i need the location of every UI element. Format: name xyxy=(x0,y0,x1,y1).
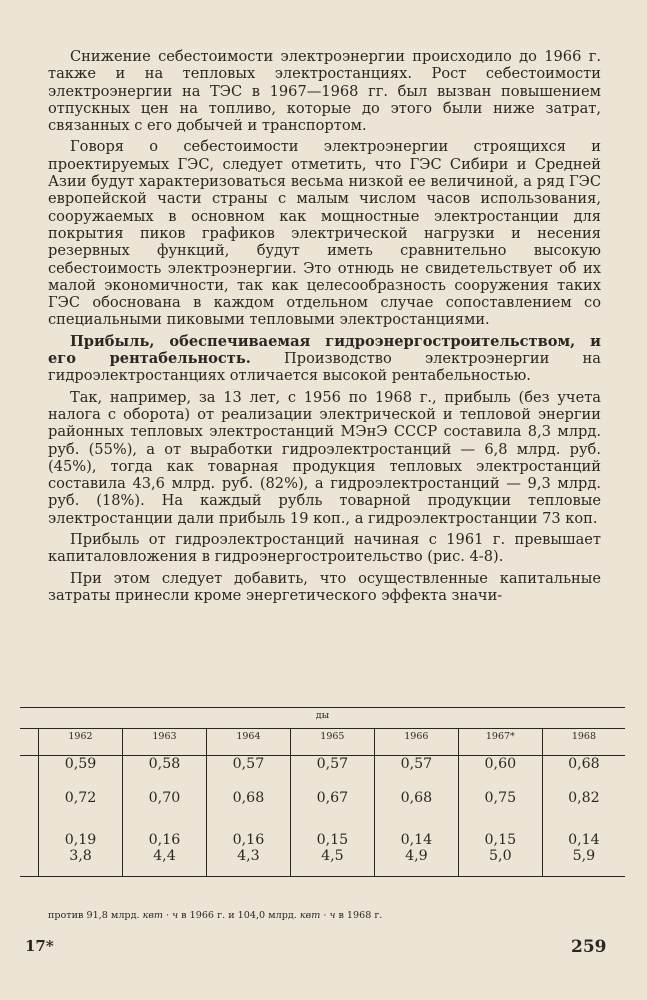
data-table xyxy=(20,707,625,877)
table-row xyxy=(20,790,625,832)
table-cell: 0,68 xyxy=(542,756,625,791)
body-text xyxy=(48,48,601,608)
table-cell: 0,60 xyxy=(458,756,542,791)
table-header-year: 1964 xyxy=(206,729,290,756)
table-row-label xyxy=(20,756,39,791)
paragraph-profit-figures: Так, например, за 13 лет, с 1956 по 1968 г., прибыль (без учета налога с оборота) от реализации электрической и тепловой энергии районных тепловых электростанций МЭнЭ СССР составила 8,3 млрд. руб. (55%), а от выработки гидроэлектростанций — 6,8 млрд. руб. (45%), тогда как товарная продукция тепловых электростанций составила 43,6 млрд. руб. (82%), а гидроэлектростанций — 9,3 млрд. руб. (18%). На каждый рубль товарной продукции тепловые электростанции дали прибыль 19 коп., а гидроэлектростанции 73 коп. xyxy=(48,388,601,527)
table-cell: 0,75 xyxy=(458,790,542,832)
table-cell: 0,14 4,9 xyxy=(374,832,458,877)
footnote-text: в 1966 г. и 104,0 млрд. xyxy=(178,910,300,921)
paragraph-profit-section xyxy=(48,333,601,385)
table-footnote xyxy=(48,910,382,921)
table-cell: 0,57 xyxy=(206,756,290,791)
footnote-unit: квт · ч xyxy=(142,910,179,921)
table-header-year: 1962 xyxy=(39,729,123,756)
table-cell: 0,82 xyxy=(542,790,625,832)
table-caption: ды xyxy=(20,708,625,729)
table-cell: 0,14 5,9 xyxy=(542,832,625,877)
table-header-label xyxy=(20,729,39,756)
table-row xyxy=(20,756,625,791)
table-header-year: 1968 xyxy=(542,729,625,756)
table-cell: 0,15 4,5 xyxy=(290,832,374,877)
table-header-year: 1966 xyxy=(374,729,458,756)
paragraph-profit-since-1961: Прибыль от гидроэлектростанций начиная с 1961 г. превышает капиталовложения в гидроэнергостроительство (рис. 4-8). xyxy=(48,531,601,566)
printer-signature: 17* xyxy=(25,937,54,955)
table-cell: 0,16 4,3 xyxy=(206,832,290,877)
table-cell: 0,68 xyxy=(206,790,290,832)
paragraph-cost-decline: Снижение себестоимости электроэнергии происходило до 1966 г. также и на тепловых электростанциях. Рост себестоимости электроэнергии на ТЭС в 1967—1968 гг. был вызван повышением отпускных цен на топливо, которые до этого были ниже затрат, связанных с его добычей и транспортом. xyxy=(48,48,601,135)
table-row-label xyxy=(20,832,39,877)
paragraph-hydro-cost: Говоря о себестоимости электроэнергии строящихся и проектируемых ГЭС, следует отметить, что ГЭС Сибири и Средней Азии будут характеризоваться весьма низкой ее величиной, а ряд ГЭС европейской части страны с малым числом часов использования, сооружаемых в основном как мощностные электростанции для покрытия пиков графиков электрической нагрузки и несения резервных функций, будут иметь сравнительно высокую себестоимость электроэнергии. Это отнюдь не свидетельствует об их малой экономичности, так как целесообразность сооружения таких ГЭС обоснована в каждом отдельном случае сопоставлением со специальными пиковыми тепловыми электростанциями. xyxy=(48,138,601,329)
table-cell: 0,67 xyxy=(290,790,374,832)
table-cell: 0,57 xyxy=(290,756,374,791)
table-caption-row xyxy=(20,708,625,729)
footnote-text: в 1968 г. xyxy=(335,910,383,921)
footnote-text: против 91,8 млрд. xyxy=(48,910,143,921)
table-cell: 0,15 5,0 xyxy=(458,832,542,877)
footnote-unit: квт · ч xyxy=(299,910,336,921)
table-cell: 0,68 xyxy=(374,790,458,832)
page-number: 259 xyxy=(571,937,607,957)
paragraph-additional-effect: При этом следует добавить, что осуществленные капитальные затраты принесли кроме энергетического эффекта значи- xyxy=(48,569,601,604)
table-header-year: 1963 xyxy=(122,729,206,756)
table-cell: 0,57 xyxy=(374,756,458,791)
table-header-year: 1967* xyxy=(458,729,542,756)
table-cell: 0,59 xyxy=(39,756,123,791)
table-cell: 0,19 3,8 xyxy=(39,832,123,877)
section-heading: Прибыль, обеспечиваемая гидроэнергостроительством, и его рентабельность. xyxy=(48,332,601,368)
table-header-row xyxy=(20,729,625,756)
table-cell: 0,58 xyxy=(122,756,206,791)
table-cell: 0,16 4,4 xyxy=(122,832,206,877)
table-cell: 0,72 xyxy=(39,790,123,832)
section-lead: Производство электроэнергии на гидроэлектростанциях отличается высокой рентабельностью. xyxy=(48,350,601,385)
table-row-label xyxy=(20,790,39,832)
table-cell: 0,70 xyxy=(122,790,206,832)
table-row xyxy=(20,832,625,877)
table-header-year: 1965 xyxy=(290,729,374,756)
